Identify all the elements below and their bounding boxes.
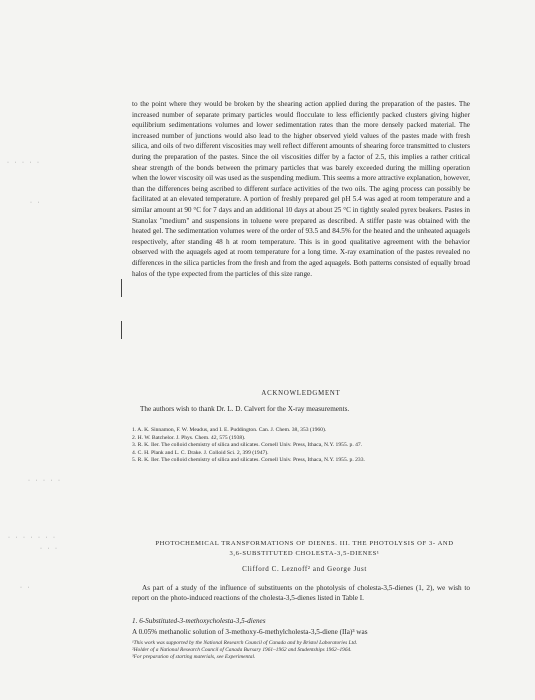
scan-speck: · · · · · · · [8,535,57,541]
acknowledgment-text: The authors wish to thank Dr. L. D. Calvert for the X-ray measurements. [140,405,350,413]
article-intro [132,583,470,603]
footnotes [132,640,477,661]
subsection-text: A 0.05% methanolic solution of 3-methoxy-6-methylcholesta-3,5-diene (IIa)³ was [132,628,368,636]
article-intro-text: As part of a study of the influence of substituents on the photolysis of cholesta-3,5-dienes (1, 2), we wish to report on the photo-induced reactions of the cholesta-3,5-dienes listed in Table I. [132,584,470,602]
subsection-heading: 1. 6-Substituted-3-methoxycholesta-3,5-dienes [132,617,266,625]
footnote: ¹This work was supported by the National Research Council of Canada and by Bristol Laboratories Ltd. [132,640,358,646]
scan-speck: · · [20,585,32,591]
footnote: ³For preparation of starting materials, see Experimental. [132,654,256,660]
scan-speck: · · [30,200,42,206]
scan-speck: · · · · · [7,160,41,166]
article-authors: Clifford C. Leznoff² and George Just [242,565,367,573]
scan-speck: · · · [40,546,59,552]
reference-item: 2. H. W. Batchelor. J. Phys. Chem. 42, 575 (1938). [132,434,246,441]
reference-item: 5. R. K. Iler. The colloid chemistry of silica and silicates. Cornell Univ. Press, Ithaca, N.Y. 1955. p. 233. [132,457,365,464]
article-title-line: 3,6-SUBSTITUTED CHOLESTA-3,5-DIENES¹ [229,550,380,557]
footnote: ²Holder of a National Research Council of Canada Bursary 1961–1962 and Studentships 1962–1964. [132,647,352,653]
reference-item: 4. C. H. Plank and L. C. Drake. J. Colloid Sci. 2, 399 (1947). [132,449,269,456]
body-paragraph-text: to the point where they would be broken by the shearing action applied during the preparation of the pastes. The increased number of separate primary particles would flocculate to less efficiently packed clusters giving higher equilibrium sedimentations volumes and lower sedimentation rates than the more densely packed material. The increased number of junctions would also lead to the higher observed yield values of the pastes made with fresh silica, and oils of two different viscosities may well reflect different amounts of shearing force transmitted to clusters during the preparation of the pastes. Since the oil viscosities differ by a factor of 2.5, this implies a rather critical shear strength of the bonds between the primary particles that was barely exceeded during the milling operation when the lower viscosity oil was used as the suspending medium. This seems a more attractive explanation, however, than the differences being ascribed to different surface activities of the two oils. The aging process can possibly be facilitated at an elevated temperature. A portion of freshly prepared gel pH 5.4 was aged at room temperature and a similar amount at 90 °C for 7 days and an additional 10 days at about 25 °C in tightly sealed pyrex beakers. Pastes in Stanolax "medium" and suspensions in toluene were prepared as described. A stiffer paste was obtained with the heated gel. The sedimentation volumes were of the order of 93.5 and 84.5% for the heated and the unheated aquagels respectively, after standing 48 h at room temperature. This is in good qualitative agreement with the behavior observed with the aquagels aged at room temperature for a long time. X-ray examination of the pastes revealed no differences in the silica particles from the fresh and from the aged aquagels. Both patterns consisted of equally broad halos of the type expected from the particles of this size range. [132,100,470,278]
margin-mark [121,279,122,297]
scan-speck: · · · · · [28,478,62,484]
article-title-line: PHOTOCHEMICAL TRANSFORMATIONS OF DIENES. III. THE PHOTOLYSIS OF 3- AND [155,540,454,547]
body-paragraph [132,99,470,279]
acknowledgment-heading: ACKNOWLEDGMENT [261,390,341,397]
reference-item: 3. R. K. Iler. The colloid chemistry of silica and silicates. Cornell Univ. Press, Ithaca, N.Y. 1955. p. 47. [132,442,363,449]
reference-item: 1. A. K. Sinnamon, F. W. Meadus, and I. E. Puddington. Can. J. Chem. 38, 353 (1960). [132,427,327,433]
article-title [132,539,477,559]
reference-list [132,427,477,465]
margin-mark [121,321,122,339]
